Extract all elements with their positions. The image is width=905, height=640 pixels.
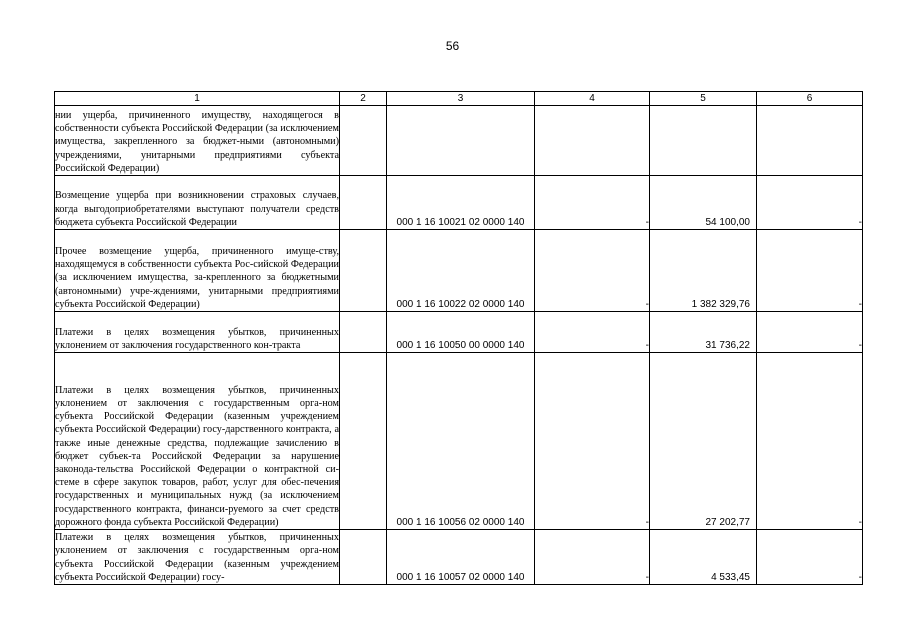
row-amount: 27 202,77 [650,353,757,530]
column-header-5: 5 [650,92,757,106]
column-header-4: 4 [535,92,650,106]
row-col4: - [535,353,650,530]
row-col4: - [535,176,650,230]
row-col2 [340,176,387,230]
row-budget-code: 000 1 16 10056 02 0000 140 [387,353,535,530]
row-budget-code [387,106,535,176]
row-amount: 31 736,22 [650,312,757,353]
row-budget-code: 000 1 16 10022 02 0000 140 [387,230,535,312]
row-col2 [340,312,387,353]
table-row [55,353,863,530]
table-row [55,176,863,230]
row-col4: - [535,230,650,312]
column-header-6: 6 [757,92,863,106]
page-number: 56 [445,39,460,53]
column-header-3: 3 [387,92,535,106]
row-description: Платежи в целях возмещения убытков, причиненных уклонением от заключения государственного кон-тракта [55,312,340,353]
row-col6: - [757,176,863,230]
table-row [55,106,863,176]
row-description: Прочее возмещение ущерба, причиненного имуще-ству, находящемуся в собственности субъекта Рос-сийской Федерации (за исключением имущества, за-крепленного за бюджетными (автономными) учре-ждениями, унитарными предприятиями субъекта Российской Федерации) [55,230,340,312]
row-description: Возмещение ущерба при возникновении страховых случаев, когда выгодоприобретателями выступают получатели средств бюджета субъекта Российской Федерации [55,176,340,230]
row-col4: - [535,312,650,353]
row-amount: 4 533,45 [650,530,757,585]
revenue-table [54,91,863,585]
table-row [55,230,863,312]
row-description: нии ущерба, причиненного имуществу, находящегося в собственности субъекта Российской Федерации (за исключением имущества, закрепленного за бюджет-ными (автономными) учреждениями, унитарными предприятиями субъекта Российской Федерации) [55,106,340,176]
column-header-1: 1 [55,92,340,106]
table-row [55,530,863,585]
row-col2 [340,106,387,176]
row-col6: - [757,230,863,312]
row-description: Платежи в целях возмещения убытков, причиненных уклонением от заключения с государственным орга-ном субъекта Российской Федерации (казенным учреждением субъекта Российской Федерации) госу- [55,530,340,585]
table-row [55,312,863,353]
row-col2 [340,353,387,530]
row-col6: - [757,312,863,353]
row-description: Платежи в целях возмещения убытков, причиненных уклонением от заключения с государственным орга-ном субъекта Российской Федерации (казенным учреждением субъекта Российской Федерации) госу-дарственного контракта, а также иные денежные средства, подлежащие зачислению в бюджет субъек-та Российской Федерации за нарушение законода-тельства Российской Федерации о контрактной си-стеме в сфере закупок товаров, работ, услуг для обес-печения государственных и муниципальных нужд (за исключением государственного контракта, финанси-руемого за счет средств дорожного фонда субъекта Российской Федерации) [55,353,340,530]
row-amount [650,106,757,176]
row-col2 [340,530,387,585]
row-col6: - [757,353,863,530]
row-col6: - [757,530,863,585]
row-col2 [340,230,387,312]
header-row [55,92,863,106]
row-amount: 54 100,00 [650,176,757,230]
column-header-2: 2 [340,92,387,106]
row-col4: - [535,530,650,585]
row-col4 [535,106,650,176]
row-col6 [757,106,863,176]
row-budget-code: 000 1 16 10057 02 0000 140 [387,530,535,585]
row-amount: 1 382 329,76 [650,230,757,312]
row-budget-code: 000 1 16 10050 00 0000 140 [387,312,535,353]
row-budget-code: 000 1 16 10021 02 0000 140 [387,176,535,230]
